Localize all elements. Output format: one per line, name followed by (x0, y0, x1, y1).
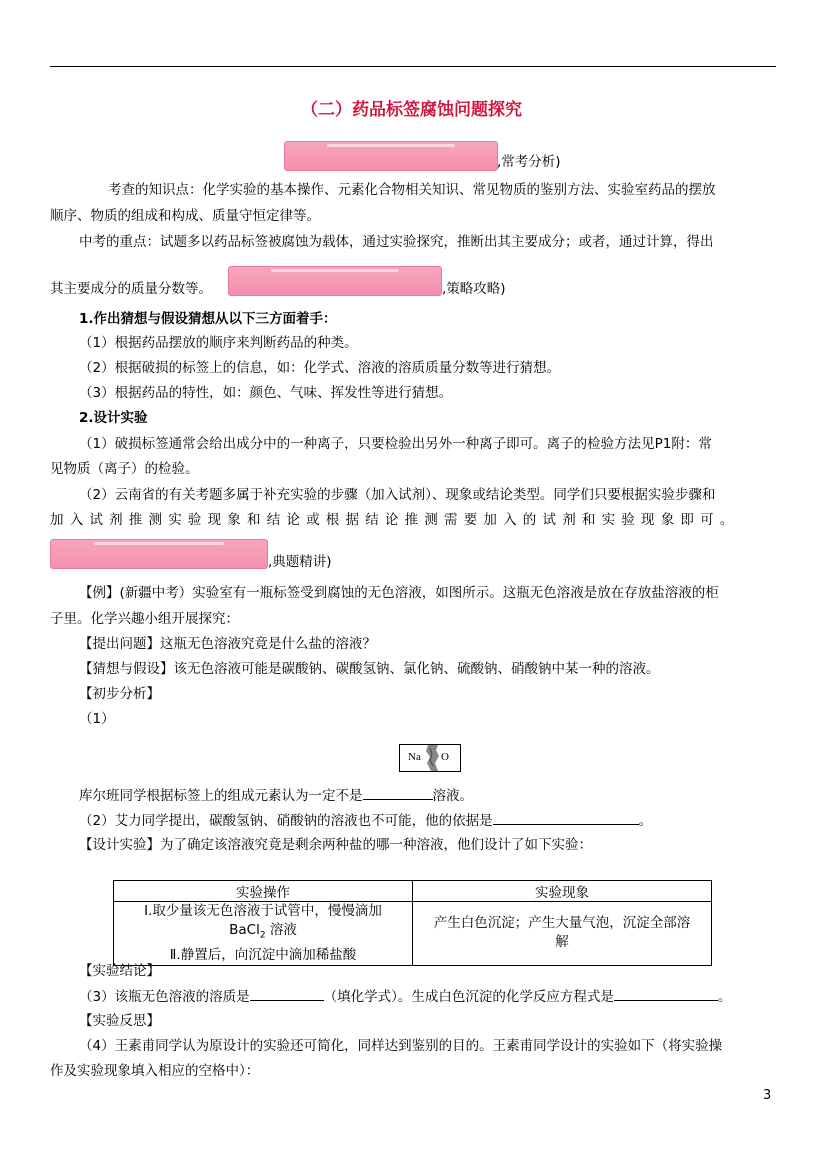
experiment-table (113, 880, 712, 966)
header-rule (50, 66, 776, 67)
operation-step2: Ⅱ.静置后，向沉淀中滴加稀盐酸 (169, 946, 357, 963)
conclusion-item3-text-a: （3）该瓶无色溶液的溶质是 (79, 989, 250, 1005)
label-na-text: Na (408, 751, 421, 763)
question-heading: 【提出问题】这瓶无色溶液究竟是什么盐的溶液？ (79, 636, 376, 652)
table-header-operation: 实验操作 (114, 881, 413, 902)
answer-blank-4[interactable] (614, 986, 718, 1001)
prelim-item2-end: 。 (638, 813, 653, 829)
phenomenon-line1: 产生白色沉淀；产生大量气泡，沉淀全部溶 (433, 915, 691, 932)
example-line1: 【例】(新疆中考）实验室有一瓶标签受到腐蚀的无色溶液，如图所示。这瓶无色溶液是放在存放盐溶液的柜 (79, 585, 719, 601)
reflection-item4-line1: （4）王素甫同学认为原设计的实验还可简化，同样达到鉴别的目的。王素甫同学设计的实验如下（将实验操 (79, 1038, 723, 1054)
reflection-heading: 【实验反思】 (79, 1013, 160, 1029)
prelim-heading: 【初步分析】 (79, 686, 160, 702)
conclusion-item3-text-b: （填化学式）。生成白色沉淀的化学反应方程式是 (323, 989, 614, 1005)
prelim-item2-text-a: （2）艾力同学提出，碳酸氢钠、硝酸钠的溶液也不可能，他的依据是 (79, 813, 493, 829)
step2-item2-line1: （2）云南省的有关考题多属于补充实验的步骤（加入试剂）、现象或结论类型。同学们只要根据实验步骤和 (79, 487, 716, 503)
step1-item3: （3）根据药品的特性，如：颜色、气味、挥发性等进行猜想。 (79, 385, 453, 401)
label-o-text: O (441, 751, 449, 763)
prelim-item1-text-a: 库尔班同学根据标签上的组成元素认为一定不是 (79, 788, 363, 804)
step1-item1: （1）根据药品摆放的顺序来判断药品的种类。 (79, 335, 358, 351)
table-cell-phenomenon (413, 902, 712, 966)
step1-heading: 1.作出猜想与假设猜想从以下三方面着手： (79, 311, 337, 327)
prelim-item1-text-b: 溶液。 (432, 788, 473, 804)
answer-blank-3[interactable] (250, 986, 324, 1001)
design-heading: 【设计实验】为了确定该溶液究竟是剩余两种盐的哪一种溶液，他们设计了如下实验： (79, 837, 592, 853)
banner-decoration-2 (228, 266, 442, 296)
banner-decoration-1 (284, 141, 498, 171)
phenomenon-line2: 解 (555, 934, 569, 951)
para-focus-line2: 其主要成分的质量分数等。 (50, 281, 212, 297)
operation-step1-reagent: BaCl$_2$ 溶液 (229, 922, 297, 941)
example-line2: 子里。化学兴趣小组开展探究： (50, 611, 239, 627)
step2-heading: 2.设计实验 (79, 410, 148, 426)
banner-suffix-1: ,常考分析) (497, 154, 561, 170)
banner-suffix-2: ,策略攻略) (442, 281, 506, 297)
table-cell-operation (114, 902, 413, 966)
para-knowledge-line1: 考查的知识点：化学实验的基本操作、元素化合物相关知识、常见物质的鉴别方法、实验室药品的摆放 (108, 182, 716, 198)
hypothesis-line: 【猜想与假设】该无色溶液可能是碳酸钠、碳酸氢钠、氯化钠、硫酸钠、硝酸钠中某一种的溶液。 (79, 661, 660, 677)
prelim-item1-number: （1） (79, 711, 115, 727)
banner-suffix-3: ,典题精讲) (268, 554, 332, 570)
operation-step1: Ⅰ.取少量该无色溶液于试管中，慢慢滴加 (144, 903, 382, 919)
table-header-phenomenon: 实验现象 (413, 881, 712, 902)
banner-decoration-3 (50, 539, 268, 569)
section-title: （二）药品标签腐蚀问题探究 (301, 100, 522, 120)
conclusion-heading: 【实验结论】 (79, 963, 160, 979)
conclusion-item3 (79, 986, 731, 1007)
prelim-item1-text (79, 785, 473, 806)
answer-blank-1[interactable] (363, 785, 433, 800)
page-number: 3 (763, 1088, 772, 1103)
answer-blank-2[interactable] (493, 810, 639, 825)
step1-item2: （2）根据破损的标签上的信息，如：化学式、溶液的溶质质量分数等进行猜想。 (79, 360, 561, 376)
reflection-item4-line2: 作及实验现象填入相应的空格中）： (50, 1063, 260, 1079)
conclusion-item3-end: 。 (717, 989, 732, 1005)
step2-item1-line2: 见物质（离子）的检验。 (50, 461, 199, 477)
step2-item1-line1: （1）破损标签通常会给出成分中的一种离子，只要检验出另外一种离子即可。离子的检验方法见P1附：常 (79, 436, 712, 452)
para-focus-line1: 中考的重点：试题多以药品标签被腐蚀为载体，通过实验探究，推断出其主要成分；或者，通过计算，得出 (79, 234, 714, 250)
corroded-label-figure (399, 744, 461, 772)
prelim-item2-text (79, 810, 652, 831)
step2-item2-line2: 加入试剂推测实验现象和结论或根据结论推测需要加入的试剂和实验现象即可。 (50, 512, 740, 528)
para-knowledge-line2: 顺序、物质的组成和构成、质量守恒定律等。 (50, 208, 320, 224)
